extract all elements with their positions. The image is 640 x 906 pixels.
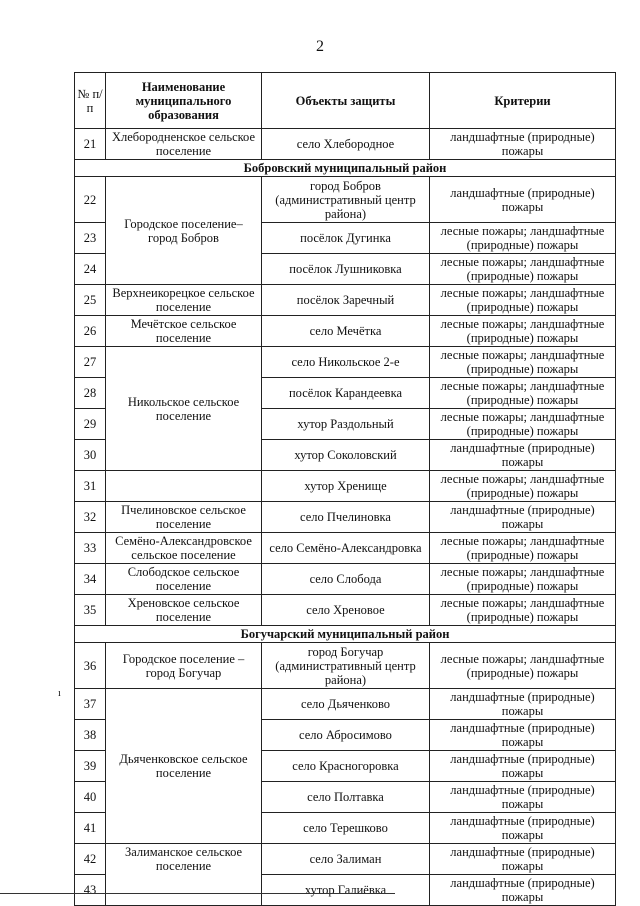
object-cell: село Пчелиновка — [262, 502, 430, 533]
object-cell: село Дьяченково — [262, 689, 430, 720]
object-cell: посёлок Лушниковка — [262, 254, 430, 285]
row-number: 26 — [75, 316, 106, 347]
header-number: № п/ п — [75, 73, 106, 129]
criteria-cell: лесные пожары; ландшафтные (природные) пожары — [430, 223, 616, 254]
object-cell: посёлок Карандеевка — [262, 378, 430, 409]
protection-objects-table — [74, 72, 616, 906]
criteria-cell: лесные пожары; ландшафтные (природные) пожары — [430, 378, 616, 409]
criteria-cell: лесные пожары; ландшафтные (природные) пожары — [430, 471, 616, 502]
header-criteria: Критерии — [430, 73, 616, 129]
criteria-cell: ландшафтные (природные) пожары — [430, 177, 616, 223]
object-cell: село Хлебородное — [262, 129, 430, 160]
object-cell: село Залиман — [262, 844, 430, 875]
header-objects: Объекты защиты — [262, 73, 430, 129]
criteria-cell: ландшафтные (природные) пожары — [430, 502, 616, 533]
object-cell: село Красногоровка — [262, 751, 430, 782]
object-cell: посёлок Заречный — [262, 285, 430, 316]
table-row — [75, 316, 616, 347]
criteria-cell: ландшафтные (природные) пожары — [430, 751, 616, 782]
object-cell: хутор Раздольный — [262, 409, 430, 440]
table-row — [75, 564, 616, 595]
object-cell: хутор Хренище — [262, 471, 430, 502]
criteria-cell: ландшафтные (природные) пожары — [430, 844, 616, 875]
object-cell: посёлок Дугинка — [262, 223, 430, 254]
edge-mark: ı — [58, 688, 61, 699]
row-number: 42 — [75, 844, 106, 875]
table-row — [75, 471, 616, 502]
row-number: 40 — [75, 782, 106, 813]
district-title: Бобровский муниципальный район — [75, 160, 616, 177]
row-number: 28 — [75, 378, 106, 409]
municipality-cell: Пчелиновское сельское поселение — [106, 502, 262, 533]
criteria-cell: лесные пожары; ландшафтные (природные) пожары — [430, 643, 616, 689]
object-cell: село Никольское 2-е — [262, 347, 430, 378]
table-row — [75, 689, 616, 720]
object-cell: село Слобода — [262, 564, 430, 595]
table-row — [75, 347, 616, 378]
header-municipality: Наименование муниципального образования — [106, 73, 262, 129]
row-number: 23 — [75, 223, 106, 254]
table-row — [75, 844, 616, 875]
row-number: 39 — [75, 751, 106, 782]
row-number: 21 — [75, 129, 106, 160]
municipality-cell: Мечётское сельское поселение — [106, 316, 262, 347]
table-row — [75, 129, 616, 160]
table-row — [75, 177, 616, 223]
municipality-cell: Семёно-Александровское сельское поселение — [106, 533, 262, 564]
object-cell: город Бобров (административный центр района) — [262, 177, 430, 223]
row-number: 32 — [75, 502, 106, 533]
criteria-cell: ландшафтные (природные) пожары — [430, 782, 616, 813]
row-number: 35 — [75, 595, 106, 626]
municipality-cell: Слободское сельское поселение — [106, 564, 262, 595]
criteria-cell: ландшафтные (природные) пожары — [430, 813, 616, 844]
criteria-cell: лесные пожары; ландшафтные (природные) пожары — [430, 409, 616, 440]
municipality-cell: Городское поселение – город Богучар — [106, 643, 262, 689]
district-title: Богучарский муниципальный район — [75, 626, 616, 643]
municipality-cell: Никольское сельское поселение — [106, 347, 262, 471]
page-number: 2 — [316, 38, 324, 55]
row-number: 22 — [75, 177, 106, 223]
object-cell: село Хреновое — [262, 595, 430, 626]
table-row — [75, 502, 616, 533]
district-row — [75, 626, 616, 643]
row-number: 24 — [75, 254, 106, 285]
table-row — [75, 285, 616, 316]
criteria-cell: лесные пожары; ландшафтные (природные) пожары — [430, 254, 616, 285]
row-number: 37 — [75, 689, 106, 720]
district-row — [75, 160, 616, 177]
municipality-cell: Верхнеикорецкое сельское поселение — [106, 285, 262, 316]
criteria-cell: лесные пожары; ландшафтные (природные) пожары — [430, 285, 616, 316]
criteria-cell: ландшафтные (природные) пожары — [430, 720, 616, 751]
row-number: 38 — [75, 720, 106, 751]
object-cell: село Абросимово — [262, 720, 430, 751]
municipality-cell: Хлебородненское сельское поселение — [106, 129, 262, 160]
object-cell: хутор Соколовский — [262, 440, 430, 471]
row-number: 29 — [75, 409, 106, 440]
criteria-cell: ландшафтные (природные) пожары — [430, 875, 616, 906]
row-number: 43 — [75, 875, 106, 906]
municipality-cell: Залиманское сельское поселение — [106, 844, 262, 906]
municipality-cell: Дьяченковское сельское поселение — [106, 689, 262, 844]
row-number: 25 — [75, 285, 106, 316]
municipality-cell — [106, 471, 262, 502]
object-cell: село Терешково — [262, 813, 430, 844]
row-number: 33 — [75, 533, 106, 564]
municipality-cell: Городское поселение– город Бобров — [106, 177, 262, 285]
object-cell: село Полтавка — [262, 782, 430, 813]
table-header-row — [75, 73, 616, 129]
criteria-cell: лесные пожары; ландшафтные (природные) пожары — [430, 564, 616, 595]
criteria-cell: ландшафтные (природные) пожары — [430, 689, 616, 720]
row-number: 31 — [75, 471, 106, 502]
object-cell: хутор Галиёвка — [262, 875, 430, 906]
municipality-cell: Хреновское сельское поселение — [106, 595, 262, 626]
row-number: 41 — [75, 813, 106, 844]
criteria-cell: ландшафтные (природные) пожары — [430, 129, 616, 160]
bottom-rule — [0, 893, 395, 894]
object-cell: село Семёно-Александровка — [262, 533, 430, 564]
criteria-cell: лесные пожары; ландшафтные (природные) пожары — [430, 595, 616, 626]
row-number: 30 — [75, 440, 106, 471]
table-row — [75, 533, 616, 564]
object-cell: село Мечётка — [262, 316, 430, 347]
table-row — [75, 595, 616, 626]
row-number: 34 — [75, 564, 106, 595]
criteria-cell: лесные пожары; ландшафтные (природные) пожары — [430, 347, 616, 378]
row-number: 36 — [75, 643, 106, 689]
criteria-cell: ландшафтные (природные) пожары — [430, 440, 616, 471]
row-number: 27 — [75, 347, 106, 378]
criteria-cell: лесные пожары; ландшафтные (природные) пожары — [430, 316, 616, 347]
table-row — [75, 643, 616, 689]
criteria-cell: лесные пожары; ландшафтные (природные) пожары — [430, 533, 616, 564]
object-cell: город Богучар (административный центр района) — [262, 643, 430, 689]
